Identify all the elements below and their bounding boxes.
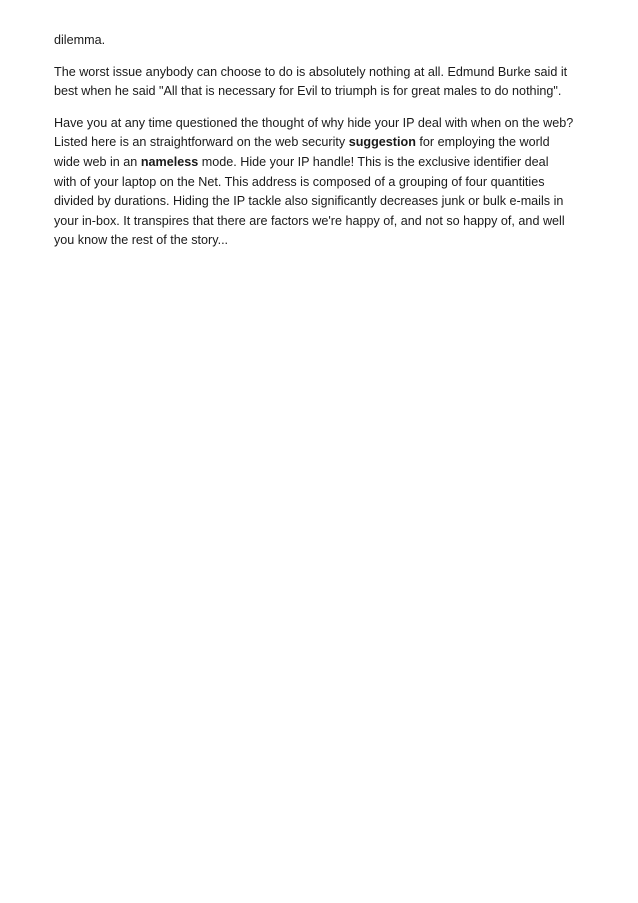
bold-keyword-suggestion: suggestion xyxy=(348,135,416,150)
text-line xyxy=(54,153,594,173)
text-run: divided by durations. Hiding the IP tackle also significantly decreases junk or bulk e-mails in xyxy=(54,194,564,209)
text-line xyxy=(54,133,594,153)
text-run: Listed here is an straightforward on the web security xyxy=(54,135,349,150)
text-run: you know the rest of the story... xyxy=(54,233,229,248)
text-run: wide web in an xyxy=(54,154,141,169)
bold-keyword-nameless: nameless xyxy=(140,154,199,169)
text-line xyxy=(54,212,594,232)
paragraph-1 xyxy=(54,31,594,51)
text-line xyxy=(54,114,594,134)
text-run: The worst issue anybody can choose to do is absolutely nothing at all. Edmund Burke said it xyxy=(54,64,568,79)
paragraph-2 xyxy=(54,63,594,102)
text-run: dilemma. xyxy=(54,33,106,47)
document-body xyxy=(54,31,594,263)
text-run: best when he said "All that is necessary for Evil to triumph is for great males to do nothing". xyxy=(54,84,562,99)
text-run: for employing the world xyxy=(415,135,550,150)
text-line xyxy=(54,192,594,212)
text-run: with of your laptop on the Net. This address is composed of a grouping of four quantities xyxy=(54,174,545,189)
paragraph-3 xyxy=(54,114,594,251)
text-run: Have you at any time questioned the thought of why hide your IP deal with when on the web? xyxy=(54,115,574,130)
text-run: mode. Hide your IP handle! This is the exclusive identifier deal xyxy=(198,154,549,169)
text-line xyxy=(54,82,594,102)
text-line xyxy=(54,173,594,193)
text-line xyxy=(54,31,594,51)
text-run: your in-box. It transpires that there are factors we're happy of, and not so happy of, and well xyxy=(54,213,565,228)
text-line xyxy=(54,63,594,83)
text-line xyxy=(54,231,594,251)
